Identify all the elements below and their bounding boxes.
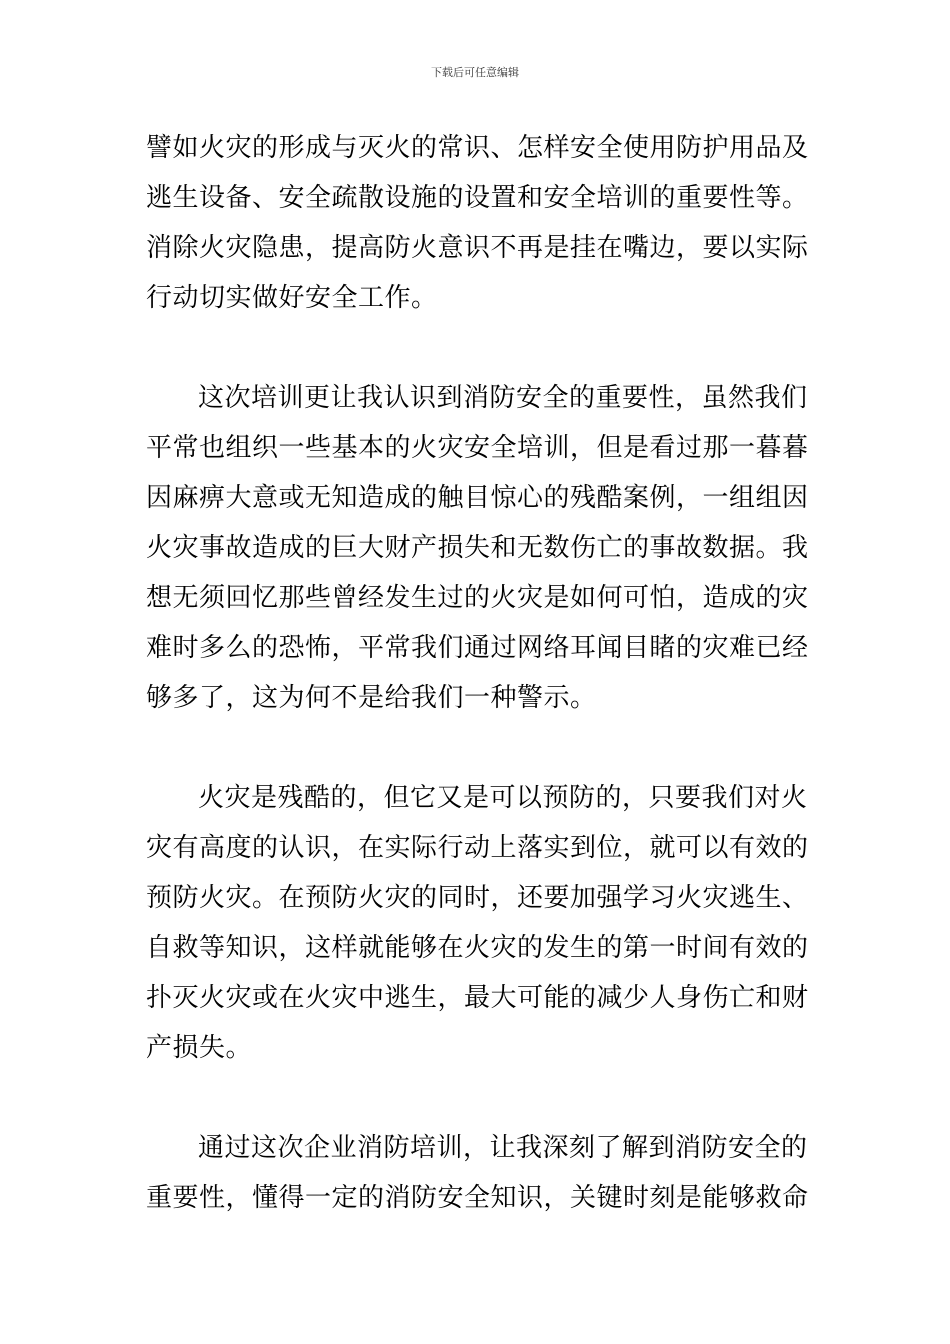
paragraph-line: 火灾是残酷的，但它又是可以预防的，只要我们对火	[198, 783, 808, 813]
paragraph-line: 这次培训更让我认识到消防安全的重要性，虽然我们	[198, 383, 808, 413]
paragraph-line: 自救等知识，这样就能够在火灾的发生的第一时间有效的	[146, 933, 809, 963]
paragraph-4	[146, 1123, 810, 1223]
paragraph-line: 产损失。	[146, 1033, 253, 1063]
document-body	[146, 123, 810, 1223]
paragraph-1	[146, 123, 810, 323]
paragraph-line: 逃生设备、安全疏散设施的设置和安全培训的重要性等。	[146, 183, 809, 213]
paragraph-3	[146, 773, 810, 1073]
paragraph-line: 重要性，懂得一定的消防安全知识，关键时刻是能够救命	[146, 1183, 809, 1213]
paragraph-line: 消除火灾隐患，提高防火意识不再是挂在嘴边，要以实际	[146, 233, 809, 263]
paragraph-spacer	[146, 1073, 810, 1123]
paragraph-line: 因麻痹大意或无知造成的触目惊心的残酷案例，一组组因	[146, 483, 809, 513]
paragraph-line: 扑灭火灾或在火灾中逃生，最大可能的减少人身伤亡和财	[146, 983, 809, 1013]
paragraph-line: 火灾事故造成的巨大财产损失和无数伤亡的事故数据。我	[146, 533, 809, 563]
paragraph-line: 行动切实做好安全工作。	[146, 283, 438, 313]
paragraph-line: 想无须回忆那些曾经发生过的火灾是如何可怕，造成的灾	[146, 583, 809, 613]
paragraph-spacer	[146, 323, 810, 373]
paragraph-2	[146, 373, 810, 723]
paragraph-line: 预防火灾。在预防火灾的同时，还要加强学习火灾逃生、	[146, 883, 809, 913]
paragraph-line: 够多了，这为何不是给我们一种警示。	[146, 683, 597, 713]
paragraph-line: 平常也组织一些基本的火灾安全培训，但是看过那一暮暮	[146, 433, 809, 463]
paragraph-spacer	[146, 723, 810, 773]
paragraph-line: 譬如火灾的形成与灭火的常识、怎样安全使用防护用品及	[146, 133, 809, 163]
paragraph-line: 灾有高度的认识，在实际行动上落实到位，就可以有效的	[146, 833, 809, 863]
paragraph-line: 通过这次企业消防培训，让我深刻了解到消防安全的	[198, 1133, 808, 1163]
page-header-note: 下载后可任意编辑	[431, 66, 519, 79]
paragraph-line: 难时多么的恐怖，平常我们通过网络耳闻目睹的灾难已经	[146, 633, 809, 663]
